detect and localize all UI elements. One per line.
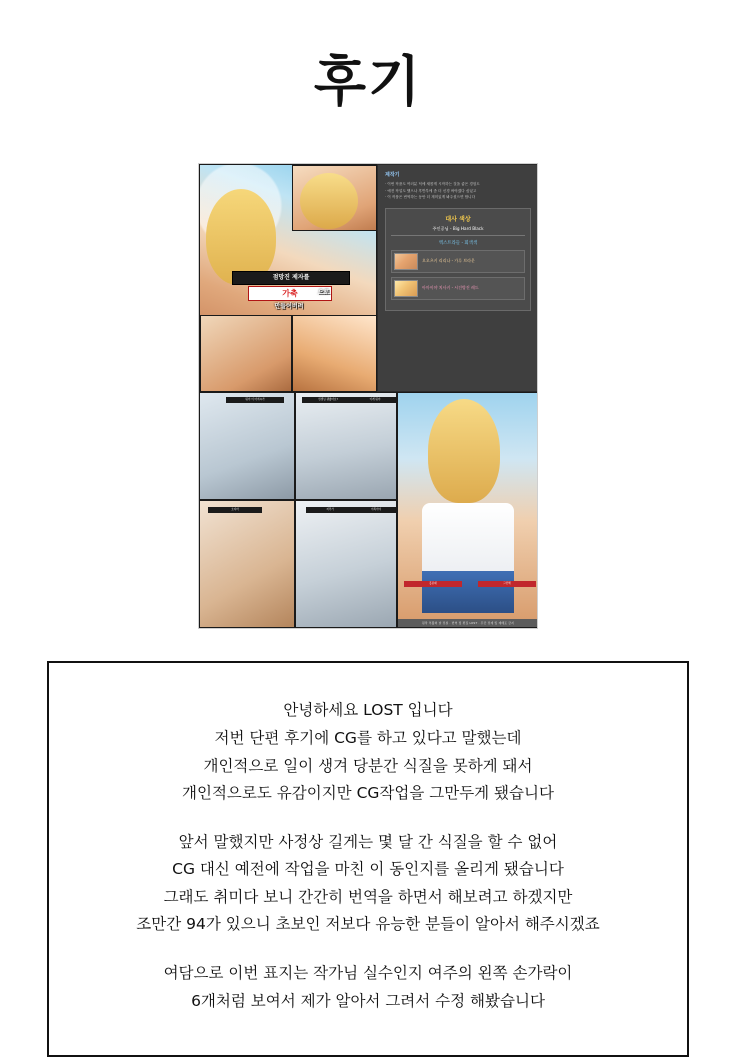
cast-row-label: 오오츠키 리리나 - 가루 브라운	[422, 258, 475, 264]
character-hair-blonde-2	[300, 173, 358, 229]
comic-panel-top-left	[199, 164, 377, 392]
comic-panel-b1	[199, 392, 295, 500]
panel-caption: 그만해	[478, 581, 536, 586]
panel-caption: 뭐야 이 아저씨가	[226, 397, 284, 402]
speech-bubble-suffix: 으로	[318, 289, 330, 297]
speech-bubble-tertiary: 만들어버려	[274, 303, 304, 311]
afterword-line: 개인적으로도 유감이지만 CG작업을 그만두게 됐습니다	[182, 784, 554, 803]
afterword-line: 조만간 94가 있으니 초보인 저보다 유능한 분들이 알아서 해주시겠죠	[136, 915, 600, 934]
illustration-canvas	[199, 164, 537, 628]
page-title: 후기	[313, 50, 423, 113]
character-skirt	[422, 571, 514, 613]
cast-main-label: 주인공님 - Big Hard Black	[391, 226, 525, 236]
afterword-box	[47, 661, 689, 1057]
panel-caption: 선생님 괜찮아요?	[302, 397, 354, 402]
speech-bubble-primary: 점망진 제자를	[232, 271, 350, 285]
cast-title: 대사 색상	[445, 215, 471, 223]
panel-caption: 저리가	[306, 507, 354, 512]
cast-thumbnail	[394, 280, 418, 297]
cast-thumbnail	[394, 253, 418, 270]
illustration-figure	[198, 163, 538, 629]
info-card-heading: 제작기	[385, 172, 400, 179]
comic-subpanel-3	[292, 315, 377, 392]
comic-panel-b4	[199, 500, 295, 628]
comic-subpanel-2	[200, 315, 292, 392]
afterword-line: 여담으로 이번 표지는 작가님 실수인지 여주의 왼쪽 손가락이	[163, 964, 573, 983]
cast-row	[391, 250, 525, 273]
panel-caption: 이게 뭐야	[352, 397, 397, 402]
afterword-line: CG 대신 예전에 작업을 마친 이 동인지를 올리게 됐습니다	[172, 860, 564, 879]
cast-row	[391, 277, 525, 300]
paragraph-spacer	[69, 808, 667, 829]
panel-caption: 흥분돼	[404, 581, 462, 586]
afterword-line: 안녕하세요 LOST 입니다	[283, 701, 453, 720]
illustration-credit: 원작 부활의 날 전설 · 번역 및 편집 LOST · 무단 전재 및 재배포 금지	[398, 619, 537, 627]
afterword-line: 저번 단편 후기에 CG를 하고 있다고 말했는데	[214, 728, 522, 747]
afterword-line: 그래도 취미다 보니 간간히 번역을 하면서 해보려고 하겠지만	[163, 887, 573, 906]
comic-panel-b5	[295, 500, 397, 628]
afterword-line: 6개처럼 보여서 제가 알아서 그려서 수정 해봤습니다	[191, 991, 545, 1010]
comic-panel-b3	[397, 392, 537, 628]
paragraph-spacer	[69, 939, 667, 960]
cast-color-box	[385, 208, 531, 311]
character-hair-blonde-3	[428, 399, 500, 503]
panel-caption: 이쪽이야	[354, 507, 397, 512]
cast-row-label: 아마이야 치사키 - 시건방진 레드	[422, 285, 479, 291]
comic-panel-b2	[295, 392, 397, 500]
afterword-line: 앞서 말했지만 사정상 길게는 몇 달 간 식질을 할 수 없어	[178, 832, 558, 851]
panel-caption: 오지마	[208, 507, 262, 512]
info-card-note-3: · 이 작품은 번역하는 동안 더 재미있게 봐주셨으면 합니다	[385, 195, 476, 200]
info-card-note-2: · 예전 작업도 했으나 후반부에 좀 더 신경 써야겠다 싶었고	[385, 188, 477, 193]
info-card	[377, 164, 537, 392]
speech-bubble-accent: 가축	[248, 286, 332, 301]
cast-sub-label: 엑스트라들 - 회색색	[438, 240, 478, 246]
afterword-line: 개인적으로 일이 생겨 당분간 식질을 못하게 돼서	[203, 756, 533, 775]
info-card-note-1: · 이번 작품도 여러분 덕에 새롭게 시작하는 것을 좋은 경험도	[385, 182, 480, 187]
